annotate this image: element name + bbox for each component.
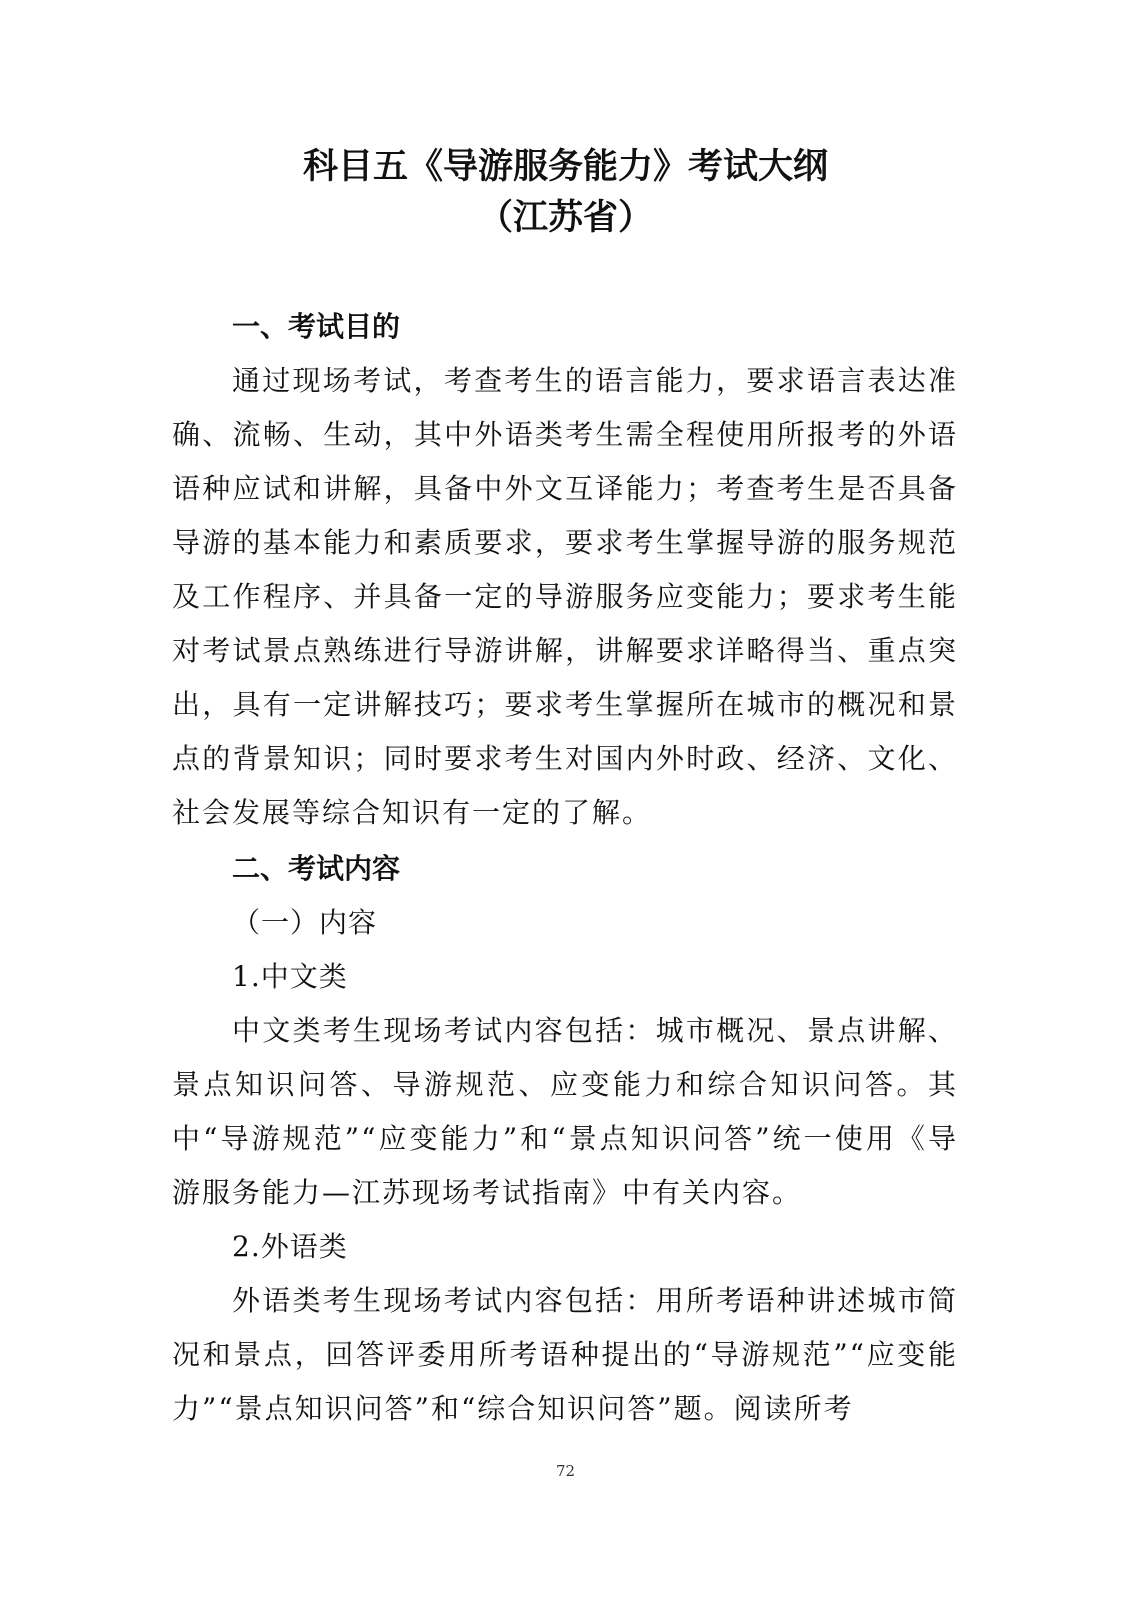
item-label-chinese: 1.中文类 [232, 960, 348, 993]
item-label-foreign-language: 2.外语类 [232, 1230, 348, 1263]
page-number: 72 [555, 1462, 576, 1480]
document-subtitle: （江苏省） [477, 197, 653, 238]
document-title: 科目五《导游服务能力》考试大纲 [302, 146, 828, 187]
section-heading-exam-purpose: 一、考试目的 [232, 310, 401, 343]
document-body [172, 300, 958, 1436]
section-heading-exam-content: 二、考试内容 [232, 852, 401, 885]
subheading-content: （一）内容 [232, 906, 378, 939]
paragraph-exam-purpose: 通过现场考试，考查考生的语言能力，要求语言表达准确、流畅、生动，其中外语类考生需全程使用所报考的外语语种应试和讲解，具备中外文互译能力；考查考生是否具备导游的基本能力和素质要求，要求考生掌握导游的服务规范及工作程序、并具备一定的导游服务应变能力；要求考生能对考试景点熟练进行导游讲解，讲解要求详略得当、重点突出，具有一定讲解技巧；要求考生掌握所在城市的概况和景点的背景知识；同时要求考生对国内外时政、经济、文化、社会发展等综合知识有一定的了解。 [172, 364, 958, 829]
paragraph-foreign-language-content: 外语类考生现场考试内容包括：用所考语种讲述城市简况和景点，回答评委用所考语种提出的“导游规范”“应变能力”“景点知识问答”和“综合知识问答”题。阅读所考 [172, 1284, 958, 1425]
paragraph-chinese-content: 中文类考生现场考试内容包括：城市概况、景点讲解、景点知识问答、导游规范、应变能力和综合知识问答。其中“导游规范”“应变能力”和“景点知识问答”统一使用《导游服务能力—江苏现场考试指南》中有关内容。 [172, 1014, 958, 1209]
